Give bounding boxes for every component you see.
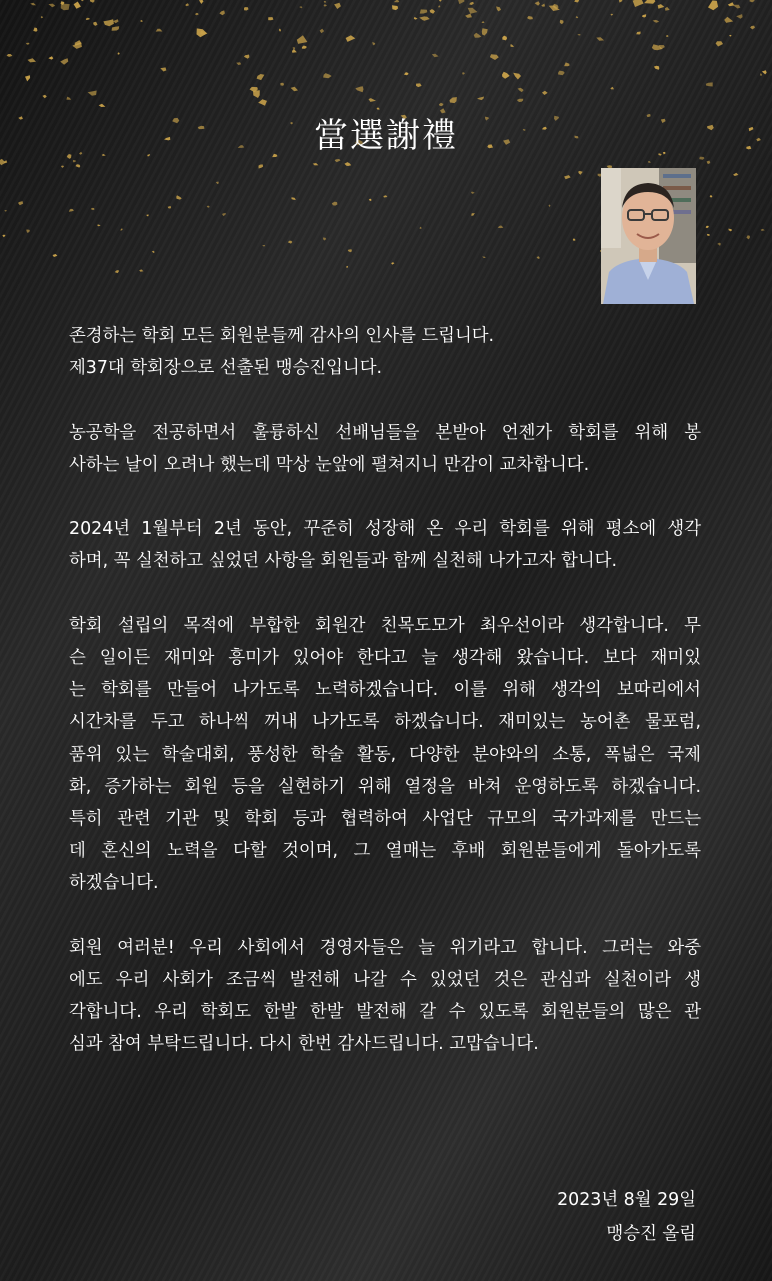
gold-flake [482,21,485,23]
gold-flake [320,29,325,34]
gold-flake [469,2,474,5]
gold-flake [332,202,338,206]
gold-flake [279,29,281,32]
gold-flake [156,29,163,32]
letter-line: 하겠습니다. [69,873,159,894]
gold-flake [490,54,499,60]
gold-flake [33,28,37,32]
gold-flake [262,245,265,246]
gold-flake [139,269,143,271]
gold-flake [323,73,332,78]
gold-flake [468,8,478,14]
gold-flake [762,70,767,74]
gold-flake [18,201,23,205]
gold-flake [140,20,143,22]
letter-line: 특히 관련 기관 및 학회 등과 협력하여 사업단 규모의 국가과제를 만드는 [69,809,701,829]
gold-flake [69,209,74,212]
gold-flake [28,58,37,62]
gold-flake [0,159,6,165]
paragraph-goals [69,610,701,900]
gold-flake [724,17,733,23]
gold-flake [90,0,95,3]
author-portrait [601,168,696,304]
gold-flake [293,47,295,49]
gold-flake [732,5,740,9]
gold-flake [112,26,120,30]
letter-line: 존경하는 학회 모든 회원분들께 감사의 인사를 드립니다. [69,326,495,346]
letter-line: 제37대 학회장으로 선출된 맹승진입니다. [69,358,383,379]
gold-flake [81,0,84,1]
gold-flake [450,97,457,103]
gold-flake [458,0,465,4]
gold-flake [324,4,327,6]
gold-flake [103,19,114,26]
letter-body [69,320,701,1093]
gold-flake [611,14,614,16]
gold-flake [30,3,36,6]
gold-flake [574,0,579,3]
gold-flake [642,14,646,17]
gold-flake [502,36,507,41]
gold-flake [496,6,501,11]
gold-flake [596,37,604,40]
gold-flake [482,28,488,35]
gold-flake [728,229,732,232]
letter-line: 회원 여러분! 우리 사회에서 경영자들은 늘 위기라고 합니다. 그러는 와중 [69,937,701,958]
gold-flake [60,58,68,64]
gold-flake [88,91,97,96]
gold-flake [394,0,400,2]
gold-flake [658,4,665,9]
signature-date: 2023년 8월 29일 [557,1190,696,1210]
gold-flake [118,52,120,54]
gold-flake [86,18,90,20]
gold-flake [369,98,377,102]
gold-flake [91,208,95,210]
gold-flake [644,0,655,4]
letter-line: 사하는 날이 오려나 했는데 막상 눈앞에 펼쳐지니 만감이 교차합니다. [69,454,590,475]
gold-flake [542,91,548,95]
gold-flake [355,86,363,92]
gold-flake [736,14,742,19]
gold-flake [439,0,442,2]
letter-line: 슨 일이든 재미와 흥미가 있어야 한다고 늘 생각해 왔습니다. 보다 재미있 [69,647,701,668]
gold-flake [99,104,106,107]
greeting-paragraph [69,320,701,384]
gold-flake [257,74,265,80]
gold-flake [7,54,13,57]
paragraph-plan [69,513,701,577]
gold-flake [324,1,327,3]
gold-flake [113,19,119,23]
letter-line: 화, 증가하는 회원 등을 실현하기 위해 열정을 바쳐 운영하도록 하겠습니다. [69,776,701,797]
gold-flake [42,95,46,99]
gold-flake [26,230,30,234]
gold-flake [61,166,64,168]
gold-flake [41,16,43,18]
gold-flake [518,88,524,92]
gold-flake [474,33,482,38]
letter-line: 농공학을 전공하면서 훌륭하신 선배님들을 본받아 언젠가 학회를 위해 봉 [69,422,701,443]
gold-flake [404,72,409,75]
gold-flake [653,20,660,23]
gold-flake [197,28,208,37]
gold-flake [420,227,422,229]
gold-flake [699,157,704,160]
gold-flake [414,17,418,20]
letter-line: 심과 참여 부탁드립니다. 다시 한번 감사드립니다. 고맙습니다. [69,1034,539,1055]
gold-flake [517,99,523,102]
gold-flake [5,210,8,212]
gold-flake [576,16,579,18]
letter-line: 는 학회를 만들어 나가도록 노력하겠습니다. 이를 위해 생각의 보따리에서 [69,680,701,701]
gold-flake [471,192,475,194]
gold-flake [439,103,443,106]
gold-flake [152,251,155,253]
gold-flake [207,206,210,208]
gold-flake [482,257,486,258]
gold-flake [502,72,510,79]
gold-flake [654,66,659,70]
gold-flake [369,199,372,201]
gold-flake [513,73,521,80]
gold-flake [244,7,249,10]
letter-line: 데 혼신의 노력을 다할 것이며, 그 열매는 후배 회원분들에게 돌아가도록 [69,841,701,862]
letter-line: 에도 우리 사회가 조금씩 발전해 나갈 수 있었던 것은 관심과 실천이라 생 [69,970,701,990]
gold-flake [633,0,644,7]
gold-flake [577,34,581,36]
gold-flake [564,175,571,179]
letter-line: 시간차를 두고 하나씩 꺼내 나가도록 하겠습니다. 재미있는 농어촌 물포럼, [69,712,701,733]
gold-flake [710,195,713,197]
letter-line: 2024년 1월부터 2년 동안, 꾸준히 성장해 온 우리 학회를 위해 평소에 생각 [69,519,701,540]
signature-name: 맹승진 올림 [606,1224,696,1244]
gold-flake [26,43,29,45]
gold-flake [346,266,348,268]
gold-flake [729,35,731,37]
gold-flake [648,161,651,163]
gold-flake [573,238,576,241]
gold-flake [335,159,341,162]
gold-flake [61,4,70,11]
gold-flake [535,1,540,6]
gold-flake [53,254,58,257]
signature-block [557,1183,696,1251]
gold-flake [268,17,273,20]
gold-flake [416,83,422,87]
gold-flake [708,0,718,10]
gold-flake [636,32,640,35]
gold-flake [717,243,721,246]
gold-flake [66,97,71,100]
gold-flake [510,44,514,47]
gold-flake [313,163,319,165]
gold-flake [334,3,341,9]
gold-flake [419,16,430,20]
letter-line: 각합니다. 우리 학회도 한발 한발 발전해 갈 수 있도록 회원분들의 많은 관 [69,1002,701,1023]
gold-flake [216,182,219,185]
gold-flake [471,213,475,216]
gold-flake [564,62,569,66]
gold-flake [733,173,738,176]
gold-flake [391,262,394,264]
gold-flake [462,72,465,75]
gold-flake [749,0,755,2]
gold-flake [541,4,545,7]
gold-flake [146,215,148,217]
gold-flake [292,49,297,53]
gold-flake [185,3,189,6]
gold-flake [199,0,204,4]
gold-flake [761,229,765,231]
gold-flake [558,71,565,76]
gold-flake [297,35,308,44]
gold-flake [302,46,307,49]
gold-flake [430,9,435,14]
gold-flake [527,16,533,20]
gold-flake [432,54,439,57]
gold-flake [219,10,225,15]
gold-flake [560,20,564,25]
gold-flake [716,41,723,46]
gold-flake [222,213,226,216]
gold-flake [665,7,670,11]
gold-flake [2,235,5,238]
gold-flake [666,35,669,37]
paragraph-closing [69,932,701,1061]
gold-flake [97,225,101,227]
gold-flake [121,228,123,231]
gold-flake [348,249,352,252]
gold-flake [477,97,484,101]
gold-flake [236,62,241,65]
gold-flake [728,2,734,6]
gold-flake [74,2,81,9]
gold-flake [706,82,713,86]
gold-flake [288,241,293,244]
gold-flake [93,22,97,26]
gold-flake [707,161,711,165]
gold-flake [195,13,198,15]
gold-flake [746,235,750,239]
gold-flake [244,55,250,59]
gold-flake [760,73,762,76]
gold-flake [258,99,267,106]
gold-flake [537,256,540,259]
gold-flake [73,160,76,163]
gold-flake [750,26,755,30]
gold-flake [372,42,375,45]
gold-flake [707,234,710,236]
gold-flake [392,5,398,10]
gold-flake [25,75,30,81]
gold-flake [344,162,351,166]
gold-flake [259,164,264,168]
gold-flake [176,195,181,199]
gold-flake [76,164,81,167]
gold-flake [578,171,583,175]
gold-flake [168,206,171,209]
gold-flake [420,9,428,13]
gold-flake [115,270,119,273]
letter-line: 품위 있는 학술대회, 풍성한 학술 활동, 다양한 분야와의 소통, 폭넓은 국제 [69,744,701,765]
gold-flake [383,195,387,197]
gold-flake [610,87,614,90]
gold-flake [323,238,326,241]
letter-line: 학회 설립의 목적에 부합한 회원간 친목도모가 최우선이라 생각합니다. 무 [69,615,701,636]
gold-flake [465,14,472,18]
gold-flake [48,56,53,59]
gold-flake [299,6,302,8]
page-title: 當選謝禮 [314,116,458,156]
gold-flake [48,4,55,8]
letter-line: 하며, 꼭 실천하고 싶었던 사항을 회원들과 함께 실천해 나가고자 합니다. [69,551,617,572]
gold-flake [549,205,551,208]
gold-flake [346,35,356,42]
gold-flake [438,6,440,8]
gold-flake [498,226,504,229]
gold-flake [160,67,166,71]
gold-flake [291,87,298,92]
gold-flake [619,0,623,3]
gold-flake [292,197,296,200]
paragraph-major [69,417,701,481]
gold-flake [706,226,709,228]
gold-flake [280,83,284,86]
